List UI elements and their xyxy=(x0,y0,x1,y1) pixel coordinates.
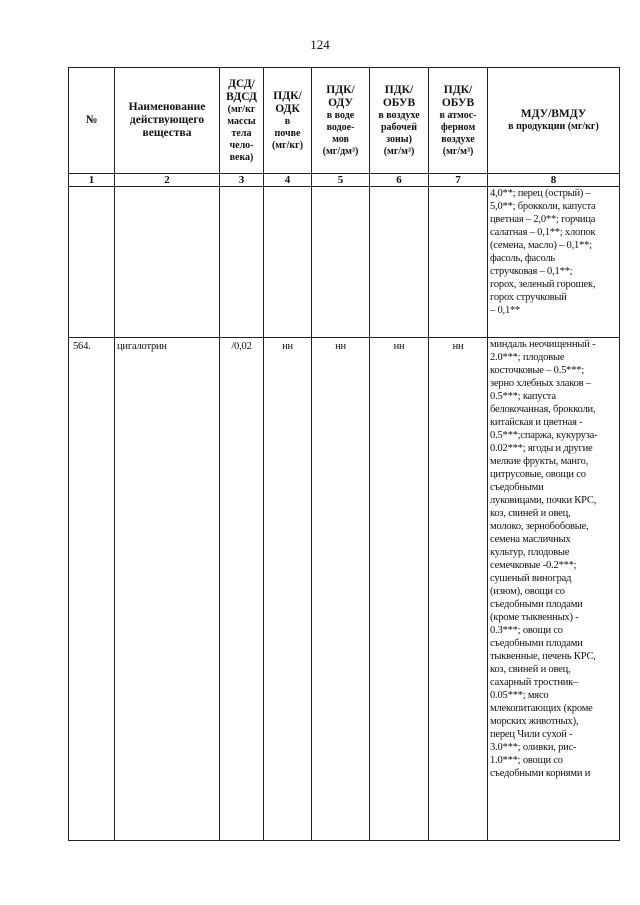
header-number: № xyxy=(69,68,115,174)
header-air-atm: ПДК/ ОБУВ в атмос- ферном воздухе (мг/м³) xyxy=(429,68,488,174)
header-air-work: ПДК/ ОБУВ в воздухе рабочей зоны) (мг/м³) xyxy=(370,68,429,174)
air-work-value xyxy=(370,187,429,338)
mdu-line: белокочанная, брокколи, xyxy=(490,404,596,415)
dsd-value xyxy=(220,187,264,338)
mdu-line: 0.02***; ягоды и другие xyxy=(490,443,593,454)
substance-name: цигалотрин xyxy=(115,338,220,841)
mdu-line: (кроме тыквенных) - xyxy=(490,612,579,623)
mdu-value xyxy=(488,338,620,841)
mdu-line: млекопитающих (кроме xyxy=(490,703,593,714)
mdu-line: 4,0**; перец (острый) – xyxy=(490,188,591,199)
mdu-line: 0.5***; капуста xyxy=(490,391,556,402)
table-row xyxy=(69,338,620,841)
column-number-row xyxy=(69,174,620,187)
column-number: 3 xyxy=(220,174,264,187)
water-value xyxy=(312,187,370,338)
mdu-line: цитрусовые, овощи со xyxy=(490,469,586,480)
mdu-line: сахарный тростник– xyxy=(490,677,579,688)
mdu-line: семечковые -0.2***; xyxy=(490,560,577,571)
column-number: 4 xyxy=(264,174,312,187)
table-row xyxy=(69,187,620,338)
column-number: 2 xyxy=(115,174,220,187)
header-row xyxy=(69,68,620,174)
row-number: 564. xyxy=(69,338,115,841)
mdu-line: коз, свиней и овец, xyxy=(490,664,571,675)
mdu-line: – 0,1** xyxy=(490,305,521,316)
row-number xyxy=(69,187,115,338)
mdu-line: фасоль, фасоль xyxy=(490,253,555,264)
substances-table xyxy=(68,67,620,841)
mdu-line: 5,0**; брокколи, капуста xyxy=(490,201,596,212)
mdu-line: сушеный виноград xyxy=(490,573,572,584)
mdu-line: цветная – 2,0**; горчица xyxy=(490,214,596,225)
column-number: 7 xyxy=(429,174,488,187)
header-water: ПДК/ ОДУ в воде водое- мов (мг/дм³) xyxy=(312,68,370,174)
mdu-line: молоко, зернобобовые, xyxy=(490,521,589,532)
mdu-line: косточковые – 0.5***; xyxy=(490,365,585,376)
air-atm-value: нн xyxy=(429,338,488,841)
air-atm-value xyxy=(429,187,488,338)
column-number: 5 xyxy=(312,174,370,187)
mdu-line: горох стручковый xyxy=(490,292,567,303)
header-soil: ПДК/ ОДК в почве (мг/кг) xyxy=(264,68,312,174)
mdu-line: 2.0***; плодовые xyxy=(490,352,565,363)
mdu-line: 0.05***; мясо xyxy=(490,690,549,701)
mdu-value xyxy=(488,187,620,338)
water-value: нн xyxy=(312,338,370,841)
header-dsd: ДСД/ ВДСД (мг/кг массы тела чело- века) xyxy=(220,68,264,174)
mdu-line: съедобными плодами xyxy=(490,638,583,649)
mdu-line: съедобными корнями и xyxy=(490,768,591,779)
mdu-line: съедобными плодами xyxy=(490,599,583,610)
mdu-line: семена масличных xyxy=(490,534,571,545)
mdu-line: тыквенные, печень КРС, xyxy=(490,651,596,662)
soil-value: нн xyxy=(264,338,312,841)
mdu-line: стручковая – 0,1**; xyxy=(490,266,573,277)
page-number: 124 xyxy=(310,37,330,52)
mdu-line: китайская и цветная - xyxy=(490,417,583,428)
mdu-line: перец Чили сухой - xyxy=(490,729,573,740)
mdu-line: зерно хлебных злаков – xyxy=(490,378,591,389)
soil-value xyxy=(264,187,312,338)
mdu-line: (семена, масло) – 0,1**; xyxy=(490,240,592,251)
mdu-line: 1.0***; овощи со xyxy=(490,755,563,766)
column-number: 8 xyxy=(488,174,620,187)
mdu-line: культур, плодовые xyxy=(490,547,570,558)
mdu-line: съедобными xyxy=(490,482,544,493)
mdu-line: 0.3***; овощи со xyxy=(490,625,563,636)
mdu-line: горох, зеленый горошек, xyxy=(490,279,596,290)
header-mdu: МДУ/ВМДУ в продукции (мг/кг) xyxy=(488,68,620,174)
dsd-value: /0,02 xyxy=(220,338,264,841)
column-number: 6 xyxy=(370,174,429,187)
mdu-line: 3.0***; оливки, рис- xyxy=(490,742,577,753)
mdu-line: мелкие фрукты, манго, xyxy=(490,456,589,467)
air-work-value: нн xyxy=(370,338,429,841)
mdu-line: коз, свиней и овец, xyxy=(490,508,571,519)
mdu-line: миндаль неочищенный - xyxy=(490,339,596,350)
header-substance-name: Наименование действующего вещества xyxy=(115,68,220,174)
mdu-line: (изюм), овощи со xyxy=(490,586,565,597)
mdu-line: 0.5***;спаржа, кукуруза- xyxy=(490,430,598,441)
mdu-line: луковицами, почки КРС, xyxy=(490,495,597,506)
substance-name xyxy=(115,187,220,338)
mdu-line: морских животных), xyxy=(490,716,579,727)
column-number: 1 xyxy=(69,174,115,187)
mdu-line: салатная – 0,1**; хлопок xyxy=(490,227,596,238)
